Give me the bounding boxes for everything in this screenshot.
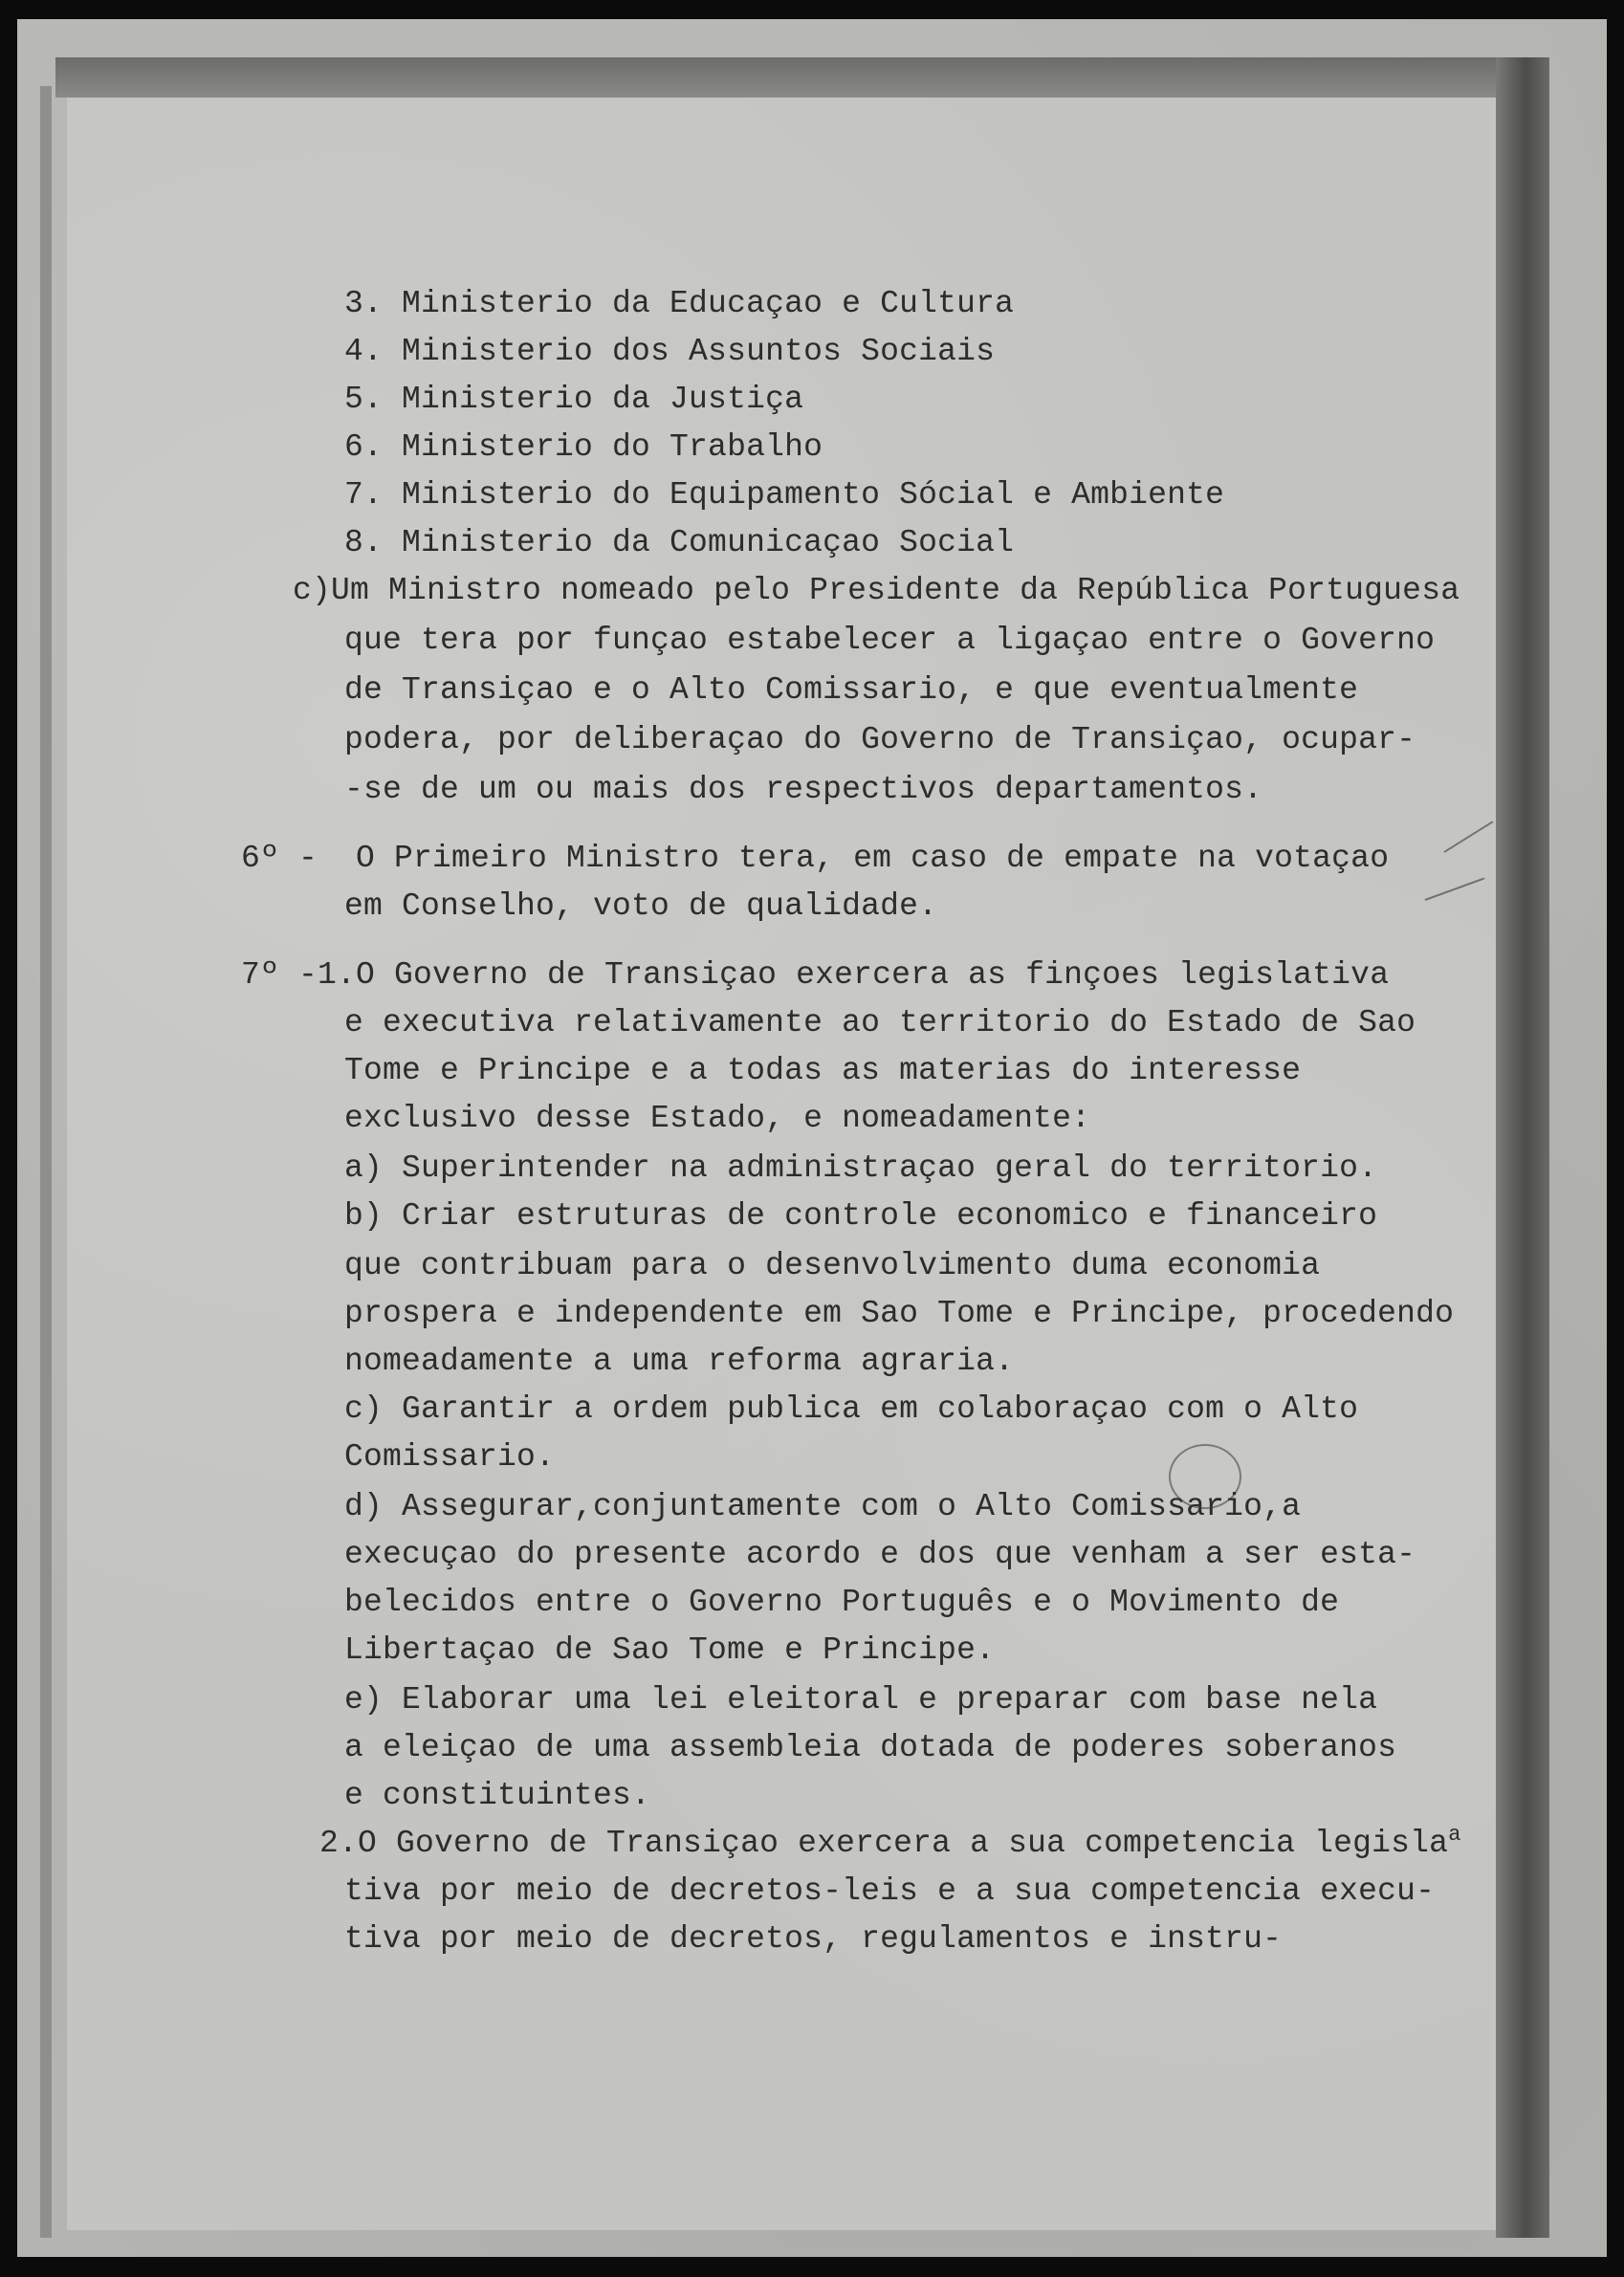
ministry-4: 4. Ministerio dos Assuntos Sociais	[344, 334, 996, 369]
article-7-item-c-line-1: c) Garantir a ordem publica em colaboraçao com o Alto	[344, 1391, 1359, 1427]
article-7-item-e-line-1: e) Elaborar uma lei eleitoral e preparar com base nela	[344, 1682, 1378, 1718]
article-7-item-b-line-3: prospera e independente em Sao Tome e Principe, procedendo	[344, 1296, 1455, 1331]
article-7-2-text: 2.O Governo de Transiçao exercera a sua competencia legisla	[319, 1826, 1449, 1861]
article-7-2-line-1	[319, 1825, 1461, 1863]
article-7-2-line-2: tiva por meio de decretos-leis e a sua competencia execu-	[344, 1873, 1436, 1909]
article-7-item-b-line-2: que contribuam para o desenvolvimento duma economia	[344, 1248, 1321, 1283]
typewritten-page	[67, 98, 1496, 2230]
item-c-line-3: de Transiçao e o Alto Comissario, e que eventualmente	[344, 672, 1359, 708]
item-c-line-5: -se de um ou mais dos respectivos departamentos.	[344, 772, 1263, 807]
item-c-line-4: podera, por deliberaçao do Governo de Transiçao, ocupar-	[344, 722, 1416, 757]
article-7-line-2: e executiva relativamente ao territorio do Estado de Sao	[344, 1005, 1416, 1040]
article-7-line-1: 7º -1.O Governo de Transiçao exercera as finçoes legislativa	[241, 957, 1390, 993]
scanned-page	[17, 19, 1607, 2257]
article-7-item-d-line-1: d) Assegurar,conjuntamente com o Alto Comissario,a	[344, 1489, 1302, 1524]
superscript-a: a	[1448, 1823, 1461, 1847]
article-6-line-2: em Conselho, voto de qualidade.	[344, 888, 938, 924]
handwritten-tick-mark-2	[1425, 877, 1485, 900]
article-7-2-line-3: tiva por meio de decretos, regulamentos e instru-	[344, 1921, 1283, 1957]
article-7-line-3: Tome e Principe e a todas as materias do interesse	[344, 1053, 1302, 1088]
article-7-item-a: a) Superintender na administraçao geral do territorio.	[344, 1150, 1378, 1186]
article-7-item-d-line-4: Libertaçao de Sao Tome e Principe.	[344, 1632, 996, 1668]
ministry-6: 6. Ministerio do Trabalho	[344, 429, 823, 465]
ministry-8: 8. Ministerio da Comunicaçao Social	[344, 525, 1015, 560]
item-c-line-1: c)Um Ministro nomeado pelo Presidente da República Portuguesa	[293, 573, 1460, 608]
article-7-item-e-line-2: a eleiçao de uma assembleia dotada de poderes soberanos	[344, 1730, 1397, 1765]
article-7-item-b-line-4: nomeadamente a uma reforma agraria.	[344, 1344, 1015, 1379]
item-c-line-2: que tera por funçao estabelecer a ligaçao entre o Governo	[344, 623, 1436, 658]
ministry-3: 3. Ministerio da Educaçao e Cultura	[344, 286, 1015, 321]
article-7-item-d-line-3: belecidos entre o Governo Português e o Movimento de	[344, 1585, 1340, 1620]
ministry-5: 5. Ministerio da Justiça	[344, 382, 804, 417]
ministry-7: 7. Ministerio do Equipamento Sócial e Ambiente	[344, 477, 1225, 513]
article-7-line-4: exclusivo desse Estado, e nomeadamente:	[344, 1101, 1091, 1136]
handwritten-tick-mark	[1443, 821, 1493, 852]
article-7-item-b-line-1: b) Criar estruturas de controle economico e financeiro	[344, 1198, 1378, 1234]
scan-border-right	[1496, 57, 1549, 2238]
scan-border-left	[40, 86, 52, 2238]
article-6-line-1: 6º - O Primeiro Ministro tera, em caso de empate na votaçao	[241, 841, 1390, 876]
article-7-item-c-line-2: Comissario.	[344, 1439, 556, 1475]
handwritten-circle-mark	[1169, 1444, 1241, 1509]
article-7-item-e-line-3: e constituintes.	[344, 1778, 651, 1813]
article-7-item-d-line-2: execuçao do presente acordo e dos que venham a ser esta-	[344, 1537, 1416, 1572]
scan-border-top	[55, 57, 1549, 98]
